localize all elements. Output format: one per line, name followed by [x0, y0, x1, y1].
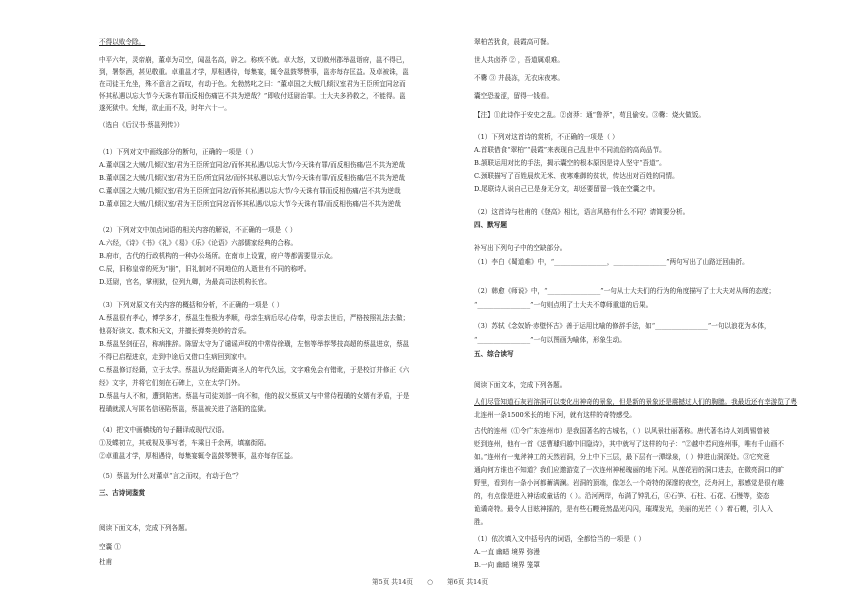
- right-text-line: 诡谲奇特。最令人目眩神摇的，是有些石幔竟然晶光闪闪，璀璨发光，美丽的光芒（ ）着石幔，引人入: [474, 505, 773, 513]
- left-text-line: 空囊 ①: [99, 543, 121, 551]
- right-text-line: 野里，看到有一条小河都蓄满澜。岩洞的顶端，像怎么一个奇特的深邃的夜空，泛舟河上，那感觉是很有趣: [474, 479, 784, 487]
- right-text-line: 【注】①此诗作于安史之乱。②卤莽：通“鲁莽”，苟且偷安。③爨：烧火做饭。: [474, 111, 705, 119]
- left-text-line: （选自《后汉书·蔡邕列传》）: [99, 121, 184, 129]
- right-text-line: 翠柏苦犹食，晨霞高可餐。: [474, 38, 554, 46]
- left-text-line: 中平六年，灵帝崩，董卓为司空，闻邕名高，辟之。称疾不就。卓大怒，又切敕州郡举邕诣府，邕不得已，: [99, 56, 409, 64]
- right-text-line: B.一向 幽暗 境界 笼罩: [474, 561, 540, 569]
- right-text-line: （1）下列对这首诗的赏析，不正确的一项是（ ）: [474, 133, 619, 141]
- right-text-line: “________________”一句则点明了士大夫不尊师重道的后果。: [474, 301, 653, 309]
- left-text-line: ②卓重邕才学，厚相遇待，每集宴辄令邕鼓琴赞事，邕亦每存匡益。: [99, 452, 297, 460]
- left-text-line: B.蔡邕坚剑征召，称病推辞。陈留太守为了谴谣声权的中常侍徐璜，左悺等举荐琴技高超的蔡邕进京，蔡邕: [99, 340, 410, 348]
- left-text-line: A.蔡邕很有孝心，博学多才，蔡邕生性极为孝顺，母亲生病后尽心侍奉，母亲去世后，严格按照礼法去做；: [99, 314, 410, 322]
- right-text-line: 如。”连州有一鬼斧神工的天然岩洞，分上中下三层，最下层有一潭绿泉，（ ）伸进山洞深处。③它究竟: [474, 453, 770, 461]
- right-text-line: 阅读下面文本，完成下列各题。: [474, 381, 567, 389]
- left-text-line: C.蔡邕修订经籍，立于太学。蔡邕认为经籍距离圣人的年代久远，文字难免会有错讹，于是校订并修正《六: [99, 366, 410, 374]
- left-text-line: 在司徒王允坐，殊不意言之而叹，有动于色。允勃然叱之曰：“董卓国之大贼几倾汉室君为王臣所宜同忿而: [99, 80, 406, 88]
- right-text-line: 胜。: [474, 518, 488, 526]
- right-text-line: B.颔联运用对比的手法，揭示囊空的根本原因是诗人坚守“吾道”。: [474, 159, 666, 167]
- left-text-line: 他喜好读文、数术和天文，并擅长弹奏美妙的音乐。: [99, 327, 251, 335]
- left-text-line: A.六经，《诗》《书》《礼》《易》《乐》《论语》六部儒家经典的合称。: [99, 239, 298, 247]
- right-text-line: 四、默写题: [474, 221, 507, 229]
- right-text-line: A.首联借食“翠柏”“晨霞”来表现自己乱世中不同流俗的高尚品节。: [474, 146, 666, 154]
- left-text-line: A.董卓国之大贼/几倾汉室/君为王臣所宜同忿/而怀其私遇/以忘大节/今天诛有罪/而反相伤痛/岂不共为逆哉: [99, 161, 405, 169]
- left-text-line: 怀其私遇以忘大节今天诛有罪而反相伤痛岂不共为逆哉？”即收付廷尉治罪。士大夫多矜救之，不能得。邕: [99, 92, 406, 100]
- page-separator: ○: [427, 578, 433, 586]
- left-text-line: B.董卓国之大贼/几倾汉室/君为王臣/所宜同忿/而怀其私遇以忘大节/今天诛有罪/而反相伤痛/岂不共为逆哉: [99, 174, 406, 182]
- left-text-line: （2）下列对文中加点词语的相关内容的解说，不正确的一项是（ ）: [99, 226, 297, 234]
- page-footer: [0, 576, 860, 586]
- left-text-line: C.辰，旧称皇帝的死为“崩”，旧礼制对不同地位的人逝世有不同的称呼。: [99, 265, 311, 273]
- left-text-line: D.廷尉，官名，掌刑狱，位列九卿，为最高司法机构长官。: [99, 278, 271, 286]
- right-text-line: （1）依次填入文中括号内的词语，全都恰当的一项是（ ）: [474, 535, 646, 543]
- left-text-line: 到，署祭酒，甚见敬重。卓重邕才学，厚相遇待，每集宴，辄令邕鼓琴赞事，邕亦每存匡益。及卓被诛，邕: [99, 68, 409, 76]
- right-text-line: 五、综合读写: [474, 350, 514, 358]
- right-text-line: （2）这首诗与杜甫的《登高》相比，语言风格有什么不同？请简要分析。: [474, 208, 690, 216]
- right-text-line: 通向何方谁也不知道？我们应邀游览了一次连州神秘瑰丽的地下河。从莲花岩的洞口进去，在微亮洞口的旷: [474, 466, 784, 474]
- right-text-line: （2）韩愈《师说》中，“________________”一句从士大夫们的行为的角度描写了士大夫对从师的态度；: [474, 287, 776, 295]
- left-page-number: 第5页 共14页: [371, 578, 413, 586]
- right-text-line: 贬到连州，他有一首《送曹璩归越中旧隐诗》，其中就写了这样的句子：“②越中若问连州事，唯有千山画不: [474, 440, 784, 448]
- left-text-line: 三、古诗词鉴赏: [99, 489, 146, 497]
- left-text-line: （5）蔡邕为什么对董卓“言之而叹，有动于色”？: [99, 472, 242, 480]
- left-text-line: 不得已启程进京，走到中途后又借口生病回到家中。: [99, 353, 251, 361]
- left-text-line: B.府市，古代的行政机构的一种办公场所。在南市上设置，府户等都需要显示众。: [99, 252, 337, 260]
- left-text-line: 程璜就派人写匿名信诬陷蔡邕，蔡邕被关进了洛阳的监狱。: [99, 405, 271, 413]
- right-text-line: C.颈联描写了百姓晨炊无米、夜寒难御的贫状，传达出对百姓的同情。: [474, 172, 679, 180]
- right-text-line: 的，有点像是进入神话或童话的（ ）。沿河两岸，布满了钟乳石，④石笋、石柱、石花、石慢等，姿态: [474, 492, 770, 500]
- left-text-line: D.董卓国之大贼/几倾汉室/君为王臣所宜同忿而怀其私遇/以忘大节今天诛有罪/而反相伤痛/岂不共为逆哉: [99, 200, 401, 208]
- right-page-number: 第6页 共14页: [446, 578, 489, 586]
- right-text-line: 人们尽管知道石灰岩溶洞可以变化出神奇的景象，但是新的景象还是震撼过人们的胸臆。我最近还有幸游览了粤: [474, 398, 798, 406]
- right-text-line: （3）苏轼《念奴娇·赤壁怀古》善于运用比喻的修辞手法，如“________________”一句以浪花为本体，: [474, 322, 771, 330]
- right-text-line: 古代的连州（①令广东连州市）是我国著名的古城名，（ ）以风景壮丽著称。唐代著名诗人刘禹锡曾被: [474, 427, 770, 435]
- left-text-line: （1）下列对文中画线部分的断句，正确的一项是（ ）: [99, 148, 257, 156]
- left-text-line: ①及蝶初立，其戒视及事写者，车乘日千余两，填塞街陌。: [99, 439, 271, 447]
- right-text-line: （1）李白《蜀道难》中，“________________，________________”两句写出了山路迂回曲折。: [474, 258, 749, 266]
- right-text-line: D.尾联诗人说自己已是身无分文，却还要留留一钱在空囊之中。: [474, 185, 660, 193]
- left-text-line: 遂死狱中。允悔，欲止而不及，时年六十一。: [99, 104, 231, 112]
- right-text-line: 不爨 ③ 井晨冻，无衣床夜寒。: [474, 74, 564, 82]
- left-text-line: 杜甫: [99, 558, 113, 566]
- left-text-line: D.蔡邕与人不和，遭到陷害。蔡邕与司徒刘郃一向不和，他的叔父蔡质又与中常侍程璜的女婿有矛盾，于是: [99, 392, 410, 400]
- left-text-line: 经》文字，并将它们刻在石碑上，立在太学门外。: [99, 379, 245, 387]
- right-text-line: 囊空恐羞涩，留得一钱看。: [474, 92, 554, 100]
- right-text-line: “________________”一句以图画为喻体，形象生动。: [474, 336, 626, 344]
- left-text-line: 不得以败令除。: [99, 38, 146, 46]
- left-text-line: 阅读下面文本，完成下列各题。: [99, 524, 192, 532]
- right-text-line: 世人共卤莽 ② ，吾道属艰难。: [474, 56, 564, 64]
- left-text-line: （4）把文中画横线的句子翻译成现代汉语。: [99, 426, 229, 434]
- left-text-line: （3）下列对原文有关内容的概括和分析，不正确的一项是（ ）: [99, 301, 284, 309]
- right-text-line: 补写出下列句子中的空缺部分。: [474, 244, 567, 252]
- left-text-line: C.董卓国之大贼/几倾汉室/君为王臣所宜同忿/而怀其私遇以忘大节/今天诛有罪而反相伤痛/岂不共为逆哉: [99, 187, 401, 195]
- right-text-line: 北连州一条1500米长的地下河，就有这样的奇特感受。: [474, 411, 636, 419]
- right-text-line: A.一直 幽暗 境界 弥漫: [474, 548, 540, 556]
